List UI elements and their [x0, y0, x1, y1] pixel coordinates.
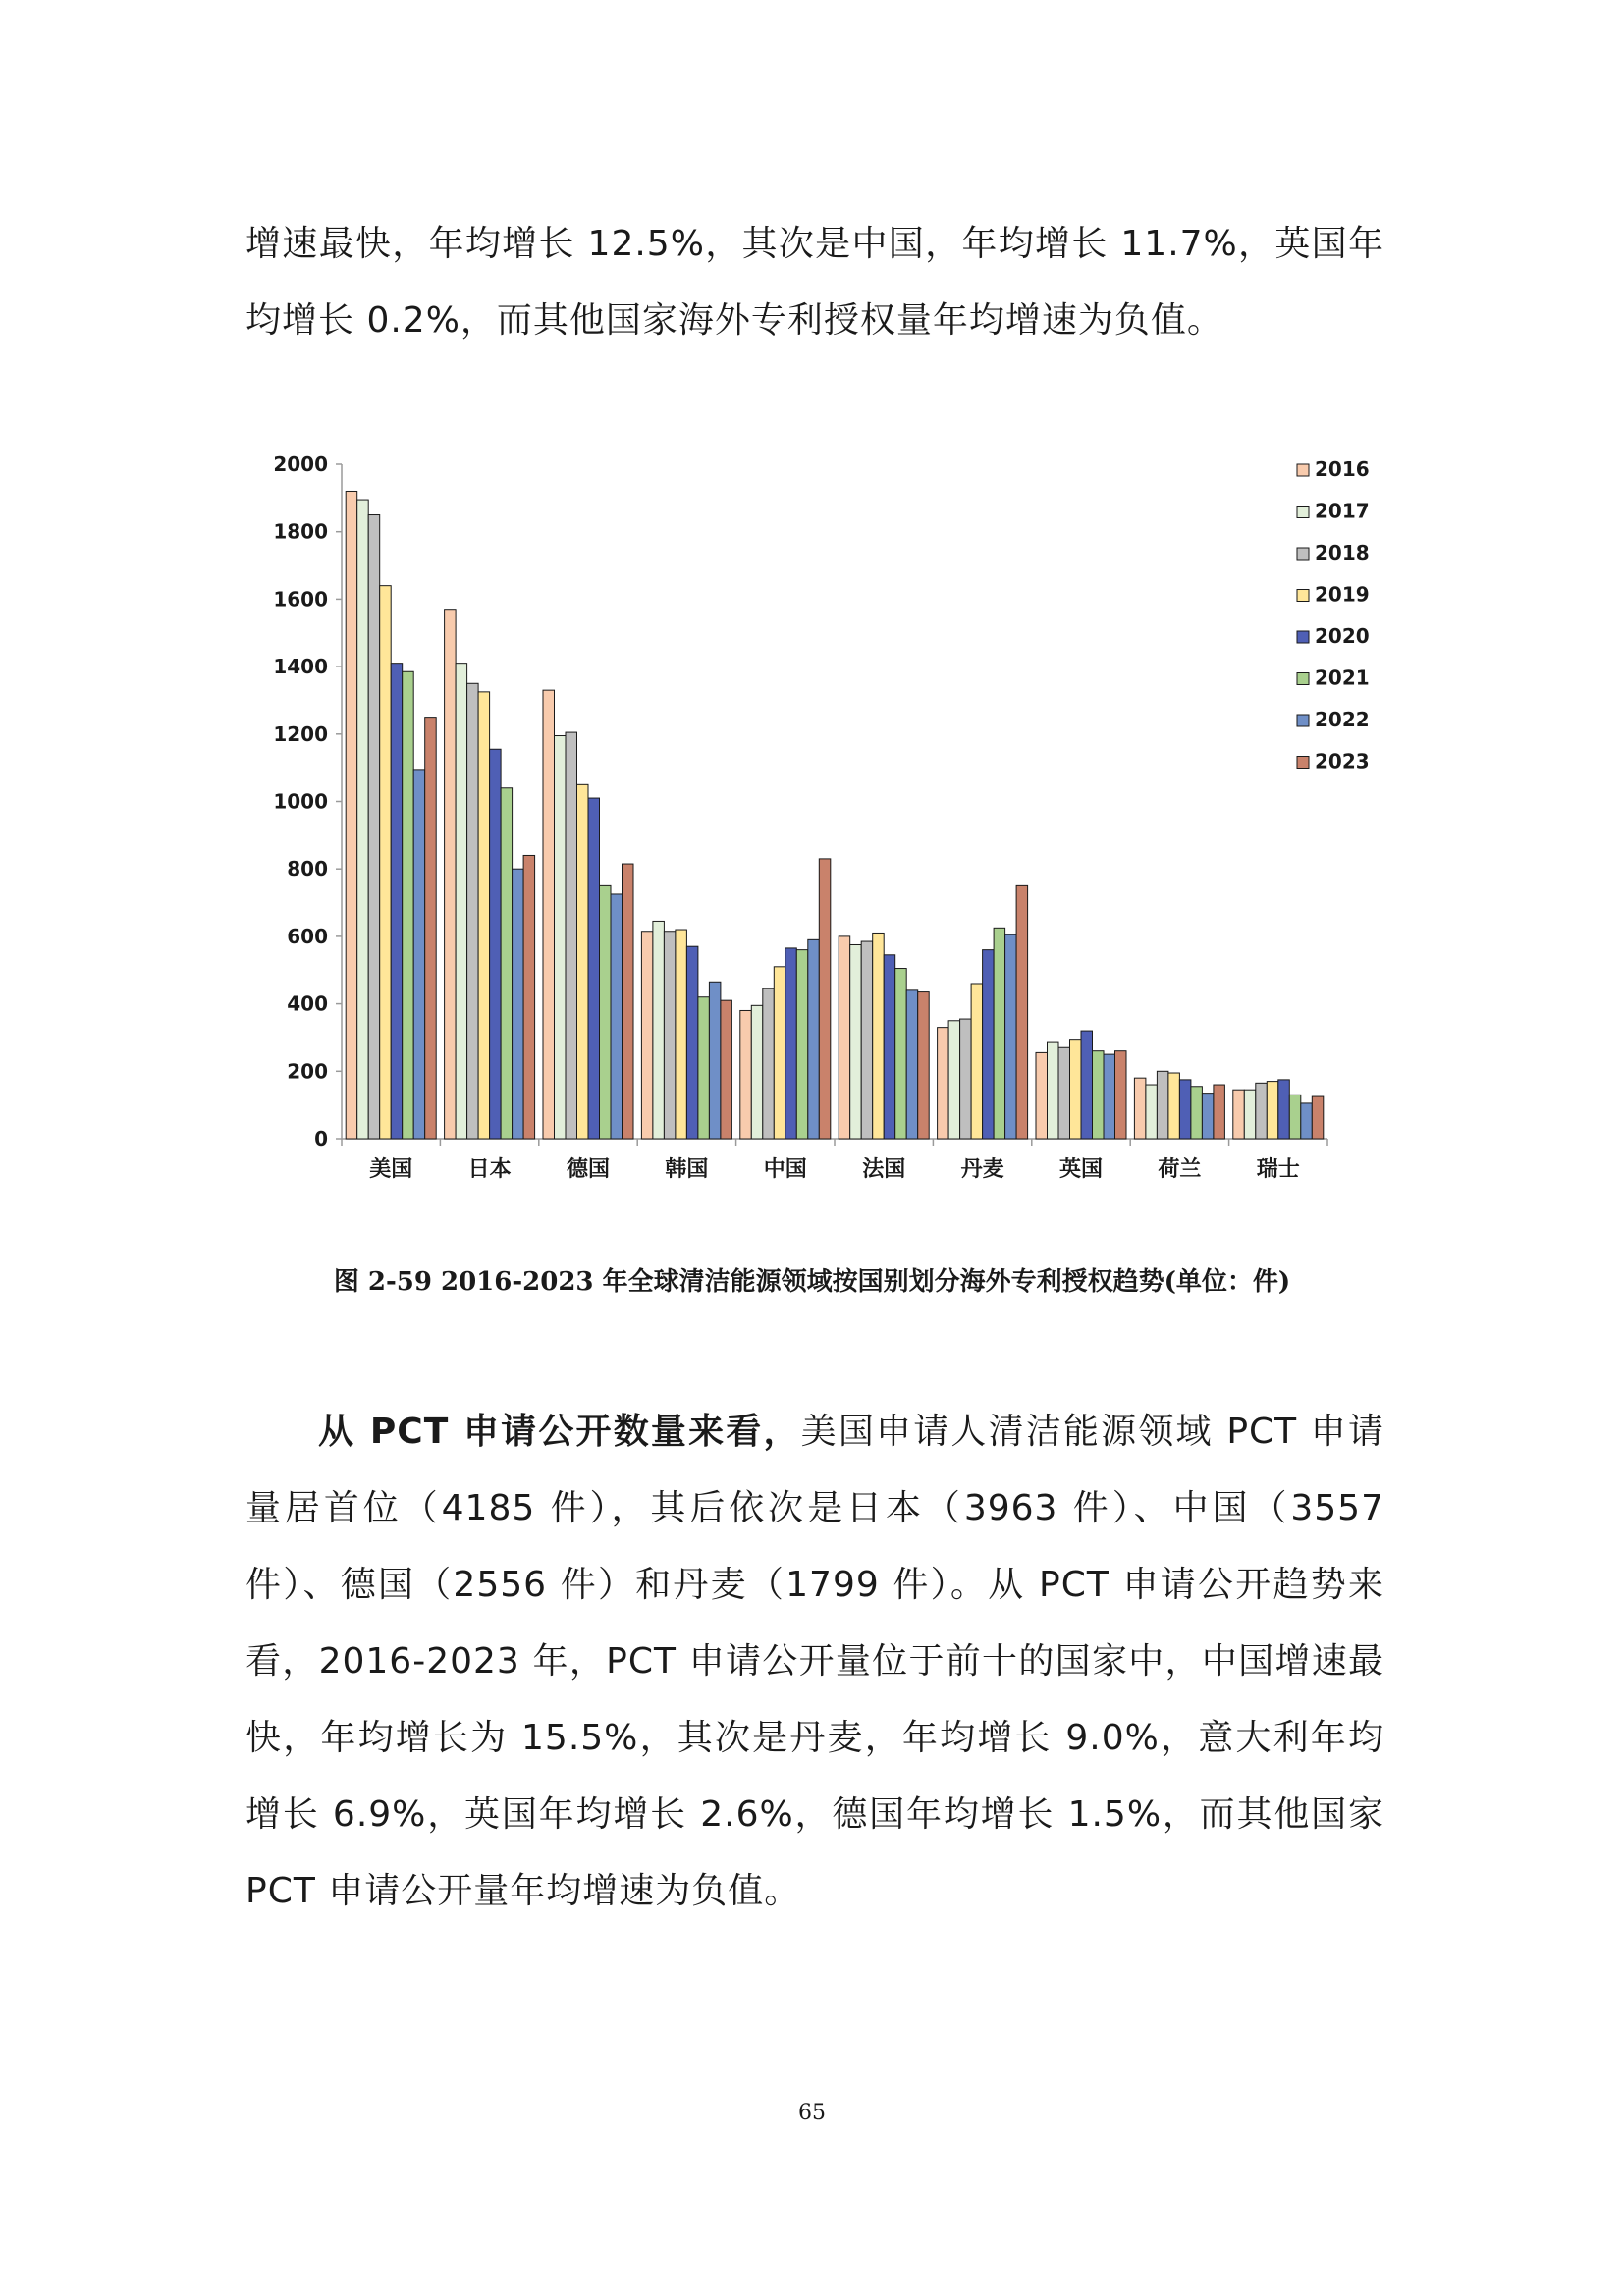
bar [664, 932, 676, 1139]
bar [676, 930, 687, 1139]
y-tick-label: 0 [314, 1127, 328, 1150]
legend-swatch [1297, 631, 1309, 643]
y-tick-label: 1000 [273, 789, 328, 814]
bar [895, 969, 907, 1139]
page-number: 65 [798, 2101, 826, 2125]
legend-swatch [1297, 464, 1309, 476]
bar [1256, 1083, 1268, 1139]
bar [774, 967, 785, 1139]
bar [1036, 1052, 1048, 1139]
legend-swatch [1297, 590, 1309, 602]
bar [1214, 1085, 1225, 1139]
bar [346, 491, 357, 1139]
y-tick-label: 200 [287, 1059, 328, 1084]
bar [1081, 1031, 1093, 1139]
bar [490, 749, 502, 1139]
bar [357, 500, 369, 1139]
legend-label: 2016 [1315, 457, 1370, 481]
bar [763, 988, 775, 1139]
bar [1016, 885, 1028, 1139]
bar [861, 941, 873, 1139]
bar [751, 1005, 763, 1139]
bar [918, 992, 930, 1139]
bar [698, 997, 710, 1139]
y-tick-label: 2000 [273, 453, 328, 476]
bar [1267, 1082, 1278, 1139]
bar [960, 1019, 972, 1139]
bar [413, 770, 425, 1139]
bar [994, 928, 1005, 1139]
paragraph-top-text: 增速最快，年均增长 12.5%，其次是中国，年均增长 11.7%，英国年均增长 0.2%，而其他国家海外专利授权量年均增速为负值。 [245, 224, 1384, 341]
bar [1048, 1042, 1059, 1139]
bar [1278, 1080, 1290, 1139]
bar [796, 950, 808, 1139]
bar [906, 990, 918, 1139]
paragraph-pct-text [245, 1394, 1384, 1930]
legend-label: 2022 [1315, 708, 1370, 731]
bar [1104, 1054, 1115, 1139]
y-tick-label: 1200 [273, 721, 328, 746]
bar [1289, 1095, 1301, 1139]
bar [555, 736, 567, 1139]
bar [850, 944, 862, 1139]
bar [983, 950, 995, 1139]
bar [1115, 1051, 1127, 1139]
paragraph-pct-body: 美国申请人清洁能源领域 PCT 申请量居首位（4185 件），其后依次是日本（3963 件）、中国（3557 件）、德国（2556 件）和丹麦（1799 件）。从 PCT 申请公开趋势来看，2016-2023 年，PCT 申请公开量位于前十的国家中，中国增速最快，年均增长为 15.5%，其次是丹麦，年均增长 9.0%，意大利年均增长 6.9%，英国年均增长 2.6%，德国年均增长 1.5%，而其他国家 PCT 申请公开量年均增速为负值。 [245, 1412, 1384, 1911]
legend-swatch [1297, 507, 1309, 518]
legend-swatch [1297, 548, 1309, 560]
bar [686, 946, 698, 1139]
legend-label: 2018 [1315, 541, 1370, 564]
bar [884, 955, 895, 1139]
bar [1146, 1085, 1158, 1139]
legend-swatch [1297, 757, 1309, 769]
bar [971, 984, 983, 1139]
bar [611, 894, 623, 1139]
bar [1070, 1040, 1082, 1139]
y-tick-label: 400 [287, 991, 328, 1016]
bar [641, 932, 653, 1139]
bar [577, 784, 589, 1139]
legend-label: 2019 [1315, 582, 1370, 607]
bar [819, 859, 831, 1139]
bar [478, 692, 490, 1139]
x-category-label: 荷兰 [1158, 1157, 1202, 1182]
bar [623, 864, 634, 1139]
y-tick-label: 1600 [273, 587, 328, 612]
legend-swatch [1297, 715, 1309, 726]
paragraph-pct [245, 1394, 1384, 1930]
legend-label: 2017 [1315, 499, 1370, 523]
bar [391, 664, 403, 1139]
bar [653, 921, 665, 1139]
bar [501, 788, 512, 1139]
y-tick-label: 1800 [273, 519, 328, 544]
y-tick-label: 600 [287, 924, 328, 948]
bar [1301, 1103, 1313, 1139]
paragraph-top [245, 206, 1384, 359]
bar [600, 885, 612, 1139]
x-category-label: 丹麦 [960, 1157, 1004, 1182]
bar [425, 718, 437, 1139]
bar [1233, 1090, 1245, 1139]
bar [588, 798, 600, 1139]
x-category-label: 法国 [862, 1157, 906, 1182]
bar [948, 1021, 960, 1139]
bar [566, 732, 577, 1139]
bar [368, 515, 380, 1139]
legend-label: 2021 [1315, 666, 1370, 690]
x-category-label: 中国 [763, 1157, 807, 1182]
bar [380, 586, 392, 1139]
bar [1202, 1094, 1214, 1139]
legend-swatch [1297, 673, 1309, 685]
x-category-label: 日本 [467, 1157, 512, 1182]
bar [403, 671, 414, 1139]
y-tick-label: 1400 [273, 655, 328, 679]
bar [1191, 1087, 1203, 1139]
x-category-label: 韩国 [665, 1157, 709, 1182]
bar [709, 982, 721, 1139]
bar [740, 1010, 752, 1139]
bar [1093, 1051, 1105, 1139]
bar [543, 690, 555, 1139]
bar [467, 683, 479, 1139]
bar [1179, 1080, 1191, 1139]
figure-caption: 图 2-59 2016-2023 年全球清洁能源领域按国别划分海外专利授权趋势(单位：件) [333, 1267, 1291, 1297]
legend-label: 2020 [1315, 624, 1370, 648]
y-tick-label: 800 [287, 857, 328, 881]
bar [785, 948, 797, 1139]
bar [808, 939, 820, 1139]
bar [1157, 1071, 1168, 1139]
bar [873, 933, 885, 1139]
legend-label: 2023 [1315, 749, 1370, 774]
bar [1312, 1096, 1324, 1139]
bar [456, 664, 467, 1139]
x-category-label: 英国 [1058, 1157, 1104, 1182]
bar [513, 869, 524, 1139]
bar-chart [255, 437, 1375, 1193]
bar [839, 936, 850, 1139]
x-category-label: 瑞士 [1256, 1157, 1300, 1182]
x-category-label: 德国 [566, 1157, 611, 1182]
bar [1244, 1090, 1256, 1139]
bar [1168, 1073, 1180, 1139]
bar [721, 1000, 732, 1139]
bar [523, 855, 535, 1139]
bar [1058, 1047, 1070, 1139]
paragraph-pct-lead: 从 PCT 申请公开数量来看， [318, 1412, 801, 1452]
x-category-label: 美国 [369, 1157, 413, 1182]
bar [445, 610, 457, 1139]
bar [1005, 934, 1017, 1139]
bar [1134, 1078, 1146, 1139]
bar [938, 1028, 949, 1139]
